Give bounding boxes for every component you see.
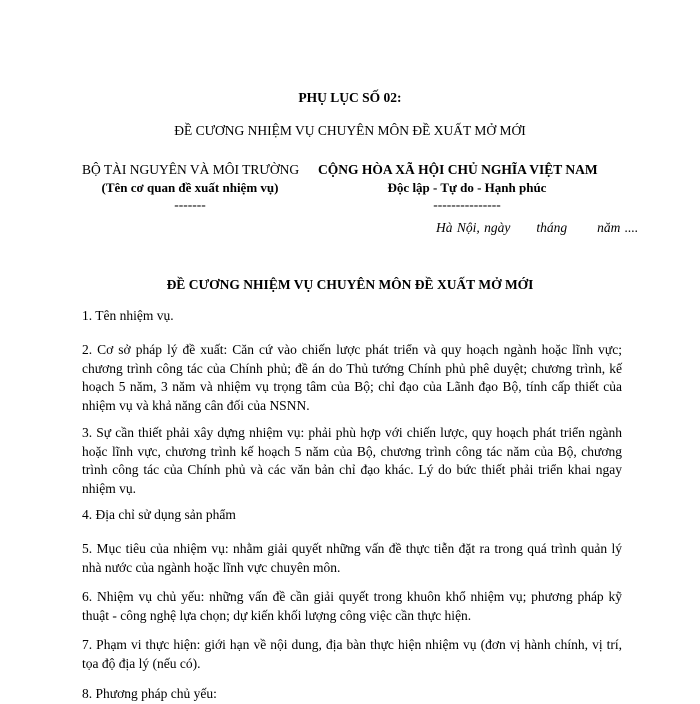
section-text: 7. Phạm vi thực hiện: giới hạn về nội dung, địa bàn thực hiện nhiệm vụ (đơn vị hành chính, vị trí, tọa độ địa lý (nếu có). [82,637,622,671]
date-line [436,219,638,236]
ministry-name: BỘ TÀI NGUYÊN VÀ MÔI TRƯỜNG [82,162,300,177]
appendix-title: PHỤ LỤC SỐ 02: [298,90,402,105]
section-text: 2. Cơ sở pháp lý đề xuất: Căn cứ vào chiến lược phát triển và quy hoạch ngành hoặc lĩnh vực; chương trình công tác của Chính phủ; đề án do Thủ tướng Chính phủ phê duyệt; chương trình, kế hoạch 5 năm, 3 năm và nhiệm vụ trọng tâm của Bộ; chỉ đạo của Lãnh đạo Bộ, tính cấp thiết của nhiệm vụ và khả năng cân đối của NSNN. [82,342,622,413]
date-year: năm .... [597,220,639,235]
proposal-heading: ĐỀ CƯƠNG NHIỆM VỤ CHUYÊN MÔN ĐỀ XUẤT MỞ MỚI [174,123,526,138]
main-heading: ĐỀ CƯƠNG NHIỆM VỤ CHUYÊN MÔN ĐỀ XUẤT MỞ MỚI [166,277,534,292]
national-motto: Độc lập - Tự do - Hạnh phúc [387,180,547,195]
section-text: 5. Mục tiêu của nhiệm vụ: nhằm giải quyết những vấn đề thực tiễn đặt ra trong quá trình quản lý nhà nước của ngành hoặc lĩnh vực chuyên môn. [82,541,622,575]
motto-separator: --------------- [433,197,501,212]
section-1 [82,307,622,326]
republic-name: CỘNG HÒA XÃ HỘI CHỦ NGHĨA VIỆT NAM [318,162,598,177]
section-8 [82,685,622,704]
date-place: Hà Nội, ngày [436,220,511,235]
section-3 [82,424,622,498]
section-2 [82,341,622,415]
section-text: 4. Địa chỉ sử dụng sản phẩm [82,507,236,522]
ministry-subtitle: (Tên cơ quan đề xuất nhiệm vụ) [101,180,279,195]
section-text: 3. Sự cần thiết phải xây dựng nhiệm vụ: phải phù hợp với chiến lược, quy hoạch phát triển ngành hoặc lĩnh vực, chương trình kế hoạch 5 năm của Bộ, chương trình công tác năm của Bộ, chương trình công tác của Chính phủ và các văn bản chỉ đạo khác. Lý do bức thiết phải triển khai ngay nhiệm vụ. [82,425,622,496]
section-6 [82,588,622,625]
section-4 [82,506,622,525]
section-5 [82,540,622,577]
ministry-separator: ------- [174,197,206,212]
section-text: 6. Nhiệm vụ chủ yếu: những vấn đề cần giải quyết trong khuôn khổ nhiệm vụ; phương pháp kỹ thuật - công nghệ lựa chọn; dự kiến khối lượng công việc cần thực hiện. [82,589,622,623]
section-text: 1. Tên nhiệm vụ. [82,308,174,323]
date-month: tháng [536,220,568,235]
section-7 [82,636,622,673]
section-text: 8. Phương pháp chủ yếu: [82,686,217,701]
